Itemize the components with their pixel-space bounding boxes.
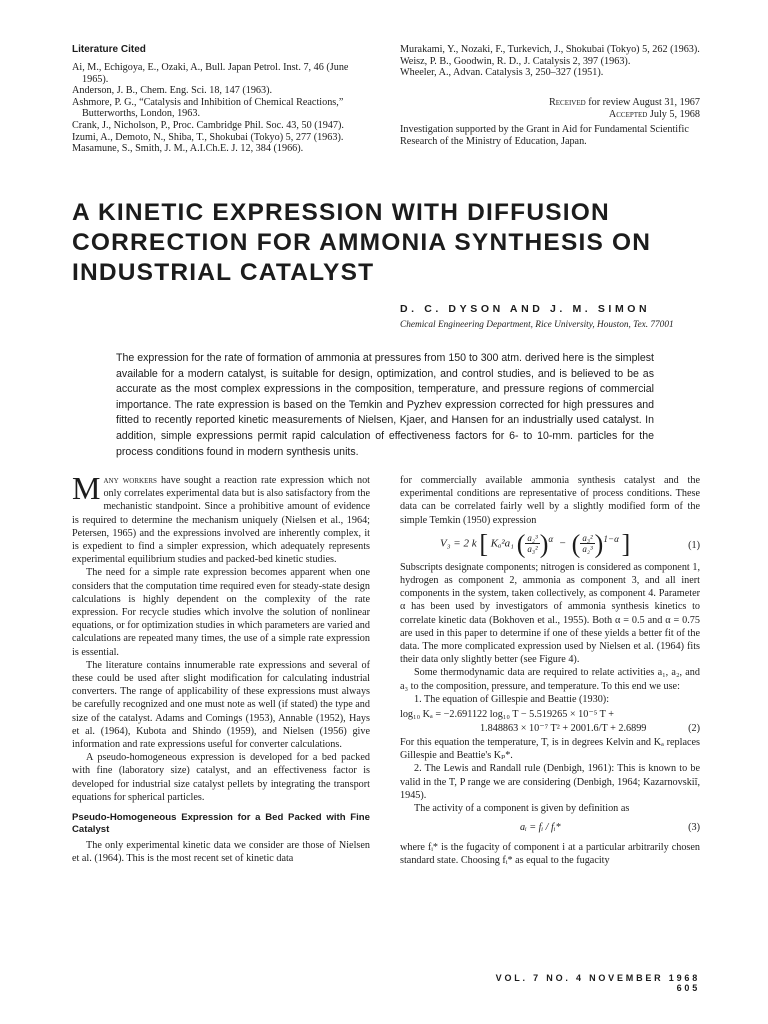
- received-date: for review August 31, 1967: [588, 97, 700, 108]
- body-paragraph: The activity of a component is given by definition as: [414, 803, 630, 815]
- references-left: [72, 62, 372, 155]
- funding-note: Investigation supported by the Grant in Aid for Fundamental Scientific Research of the Ministry of Education, Japan.: [400, 124, 689, 147]
- intro-paragraph: [72, 470, 371, 566]
- body-paragraph: where fᵢ* is the fugacity of component i at a particular arbitrarily chosen standard state. Choosing fᵢ* as equal to the fugacity: [400, 842, 700, 867]
- drop-cap: M: [72, 470, 101, 506]
- equation-number: (1): [688, 539, 700, 551]
- body-paragraph: The only experimental kinetic data we consider are those of Nielsen et al. (1964). This is the most recent set of kinetic data: [72, 840, 370, 865]
- body-paragraph: Some thermodynamic data are required to relate activities a₁, a₂, and a₃ to the composition, pressure, and temperature. To this end we use:: [400, 667, 700, 692]
- equation-number: (3): [688, 822, 700, 834]
- accepted-date: July 5, 1968: [649, 108, 700, 120]
- reference-item: Ashmore, P. G., “Catalysis and Inhibition of Chemical Reactions,” Butterworths, London, 1963.: [72, 96, 344, 120]
- section-subheading: Pseudo-Homogeneous Expression for a Bed Packed with Fine Catalyst: [72, 812, 370, 835]
- article-abstract: The expression for the rate of formation of ammonia at pressures from 150 to 300 atm. derived here is the simplest available for a modern catalyst, is suitable for design, optimization, and control studies, and is believed to be as accurate as the most complex expressions in the composition, temperature, and pressure regions of commercial importance. The rate expression is based on the Temkin and Pyzhev expression corrected for high pressures and fitted to recently reported kinetic measurements of Nielsen, Kjaer, and Hansen for an industrially used catalyst. In addition, simple expressions permit rapid calculation of effectiveness factors for 6- to 10-mm. particles for the process conditions found in modern synthesis units.: [116, 352, 654, 458]
- received-label: Received: [548, 97, 586, 108]
- equation-line: log₁₀ Kₐ = −2.691122 log₁₀ T − 5.519265 × 10⁻⁵ T +: [400, 709, 614, 721]
- equation-k: K: [490, 537, 499, 550]
- author-affiliation: Chemical Engineering Department, Rice University, Houston, Tex. 77001: [400, 320, 674, 330]
- body-paragraph: The need for a simple rate expression becomes apparent when one considers that the computation time required even for steady-state design calculations is highly dependent on the complexity of the rate expression. For recycle studies which involve the solution of nonlinear equations, or for optimization studies in which parameters are varied and calculations are repeated many times, the use of a simple rate expression is essential.: [72, 567, 370, 658]
- equation-lhs: V₃ = 2 k: [440, 537, 477, 550]
- reference-item: Weisz, P. B., Goodwin, R. D., J. Catalysis 2, 397 (1963).: [400, 55, 631, 67]
- equation-number: (2): [688, 723, 700, 735]
- received-dates: [400, 97, 700, 120]
- article-authors: D. C. DYSON AND J. M. SIMON: [400, 303, 651, 315]
- reference-item: Murakami, Y., Nozaki, F., Turkevich, J., Shokubai (Tokyo) 5, 262 (1963).: [400, 44, 700, 55]
- body-paragraph: for commercially available ammonia synthesis catalyst and the experimental conditions are representative of process conditions. These data can be correlated fairly well by a slightly modified form of the simple Temkin (1950) expression: [400, 475, 700, 526]
- body-paragraph: The literature contains innumerable rate expressions and several of these could be used after slight modification for calculating industrial converters. The range of applicability of these expressions must always be carefully recognized and one must note as well (if stated) the type and size of the catalyst. Adams and Comings (1953), Annable (1952), Hays et al. (1964), Kubota and Shindo (1959), and Nielsen (1956) give information and rate expressions useful for converter calculations.: [72, 659, 370, 751]
- equation-2: [400, 706, 700, 736]
- equation-body: aᵢ = fᵢ / fᵢ*: [520, 822, 561, 834]
- references-right: [400, 44, 710, 79]
- equation-3: [400, 815, 700, 841]
- body-column-right: [400, 474, 700, 868]
- body-paragraph: Subscripts designate components; nitrogen is considered as component 1, hydrogen as component 2, ammonia as component 3, and all inert components in the system, taken collectively, as component 4. Parameter α has been used by investigators of ammonia synthesis kinetics to correlate kinetic data (Bokhoven et al., 1955). Both α = 0.5 and α = 0.75 are used in this paper to determine if one of these yields a better fit of the data. The more complicated expression used by Nielsen et al. (1964) fits their data only slightly better (see Figure 4).: [400, 561, 700, 666]
- reference-item: Crank, J., Nicholson, P., Proc. Cambridge Phil. Soc. 43, 50 (1947).: [72, 119, 344, 131]
- accepted-label: Accepted: [608, 108, 648, 120]
- equation-line: 1.848863 × 10⁻⁷ T² + 2001.6/T + 2.6899: [480, 723, 647, 735]
- page-footer: VOL. 7 NO. 4 NOVEMBER 1968 605: [495, 973, 700, 993]
- paragraph-text: have sought a reaction rate expression which not only correlates experimental data but is also satisfactory from the mechanistic standpoint. Since a prohibitive amount of evidence is required to determine the mechanism uniquely (Nielsen et al., 1964; Petersen, 1965) and the expressions involved are inherently complex, it is expedient to find a simpler expression, which adequately represents experimental equilibrium studies and packed-bed kinetic studies.: [72, 475, 371, 566]
- body-paragraph: A pseudo-homogeneous expression is developed for a bed packed with fine (laboratory size) catalyst, and an effectiveness factor is developed for industrial size catalyst pellets by integrating the transport equations for spherical particles.: [72, 752, 370, 803]
- article-title: A KINETIC EXPRESSION WITH DIFFUSION CORRECTION FOR AMMONIA SYNTHESIS ON INDUSTRIAL CATALYST: [72, 199, 652, 286]
- list-item: 2. The Lewis and Randall rule (Denbigh, 1961): This is known to be valid in the T, P range we are considering (Denbigh, 1964; Kazarnovskiĭ, 1945).: [400, 763, 700, 801]
- equation-1: V₃ = 2 k [ Kₐ²a₁ ( $\frac{\text{a₂³}}{\text{a₃²}})^\alpha$ − ( $\frac{\text{a₃²}}{\text{a₂³}})^{1-\alpha}$ ] (1): [440, 529, 700, 559]
- reference-item: Masamune, S., Smith, J. M., A.I.Ch.E. J. 12, 384 (1966).: [72, 143, 304, 155]
- reference-item: Anderson, J. B., Chem. Eng. Sci. 18, 147 (1963).: [72, 85, 273, 97]
- lead-in: any workers: [103, 475, 157, 486]
- body-column-left: [72, 470, 371, 866]
- body-paragraph: For this equation the temperature, T, is in degrees Kelvin and Kₐ replaces Gillespie and Beattie's Kₚ*.: [400, 737, 700, 762]
- reference-item: Izumi, A., Demoto, N., Shiba, T., Shokubai (Tokyo) 5, 277 (1963).: [72, 131, 344, 143]
- reference-item: Ai, M., Echigoya, E., Ozaki, A., Bull. Japan Petrol. Inst. 7, 46 (June 1965).: [72, 62, 349, 85]
- list-item: 1. The equation of Gillespie and Beattie (1930):: [414, 693, 610, 705]
- reference-item: Wheeler, A., Advan. Catalysis 3, 250–327 (1951).: [400, 67, 604, 79]
- literature-cited-heading: Literature Cited: [72, 44, 146, 55]
